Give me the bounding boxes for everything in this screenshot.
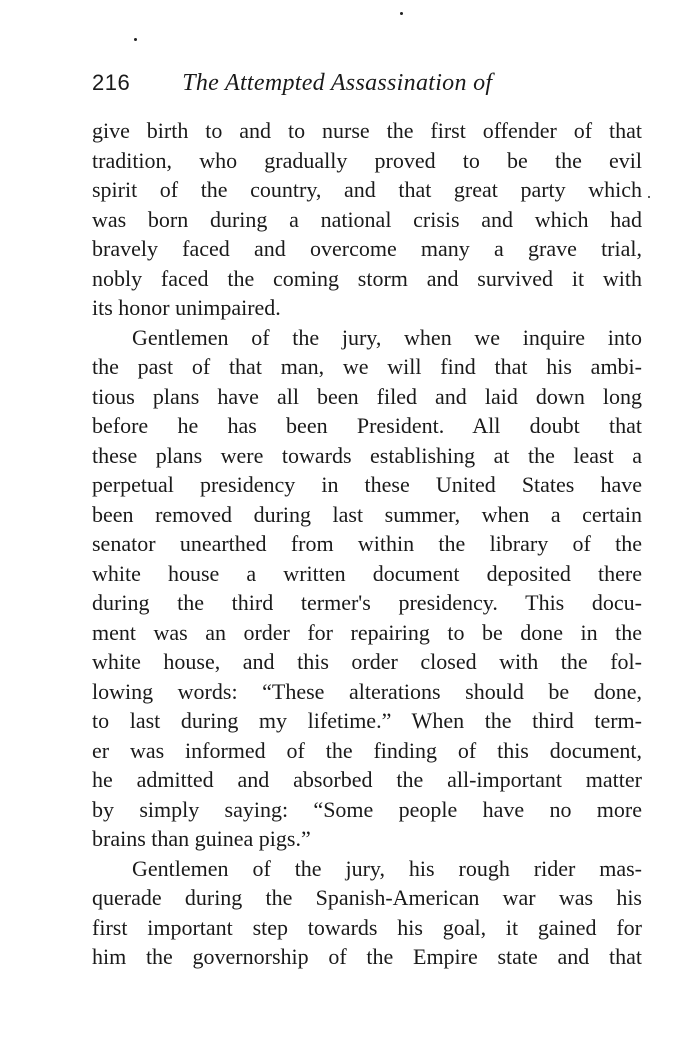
print-speck <box>400 12 403 15</box>
text-line: tradition, who gradually proved to be the evil <box>92 147 642 173</box>
print-speck <box>648 196 650 198</box>
text-line: spirit of the country, and that great party which <box>92 177 642 202</box>
text-line: these plans were towards establishing at the least a <box>92 442 642 468</box>
text-line: querade during the Spanish-American war was his <box>92 885 642 910</box>
paragraph-first-line: Gentlemen of the jury, when we inquire into <box>132 324 642 350</box>
text-line: been removed during last summer, when a certain <box>92 501 642 527</box>
paragraph-first-line: Gentlemen of the jury, his rough rider mas- <box>132 855 642 881</box>
page-number: 216 <box>92 70 131 95</box>
text-line: nobly faced the coming storm and survived it with <box>92 265 642 291</box>
text-line: was born during a national crisis and which had <box>92 206 642 232</box>
body-text <box>92 116 642 972</box>
paragraph-end-line: brains than guinea pigs.” <box>92 826 311 851</box>
running-header <box>92 66 652 100</box>
text-line: he admitted and absorbed the all-important matter <box>92 767 642 792</box>
text-line: by simply saying: “Some people have no more <box>92 796 642 822</box>
text-line: give birth to and to nurse the first offender of that <box>92 118 642 143</box>
text-line: the past of that man, we will find that his ambi- <box>92 354 642 379</box>
print-speck <box>134 38 137 41</box>
text-line: before he has been President. All doubt that <box>92 413 642 438</box>
text-line: lowing words: “These alterations should be done, <box>92 678 642 704</box>
text-line: tious plans have all been filed and laid down long <box>92 383 642 409</box>
text-line: first important step towards his goal, it gained for <box>92 914 642 940</box>
text-line: senator unearthed from within the library of the <box>92 531 642 556</box>
text-line: ment was an order for repairing to be done in the <box>92 619 642 645</box>
text-line: him the governorship of the Empire state and that <box>92 944 642 969</box>
text-line: bravely faced and overcome many a grave trial, <box>92 236 642 261</box>
text-line: to last during my lifetime.” When the third term- <box>92 708 642 733</box>
text-line: er was informed of the finding of this document, <box>92 737 642 763</box>
paragraph-end-line: its honor unimpaired. <box>92 295 281 320</box>
text-line: perpetual presidency in these United States have <box>92 472 642 497</box>
text-line: white house, and this order closed with the fol- <box>92 649 642 674</box>
text-line: during the third termer's presidency. This docu- <box>92 590 642 615</box>
running-title: The Attempted Assassination of <box>182 70 493 96</box>
text-line: white house a written document deposited there <box>92 560 642 586</box>
